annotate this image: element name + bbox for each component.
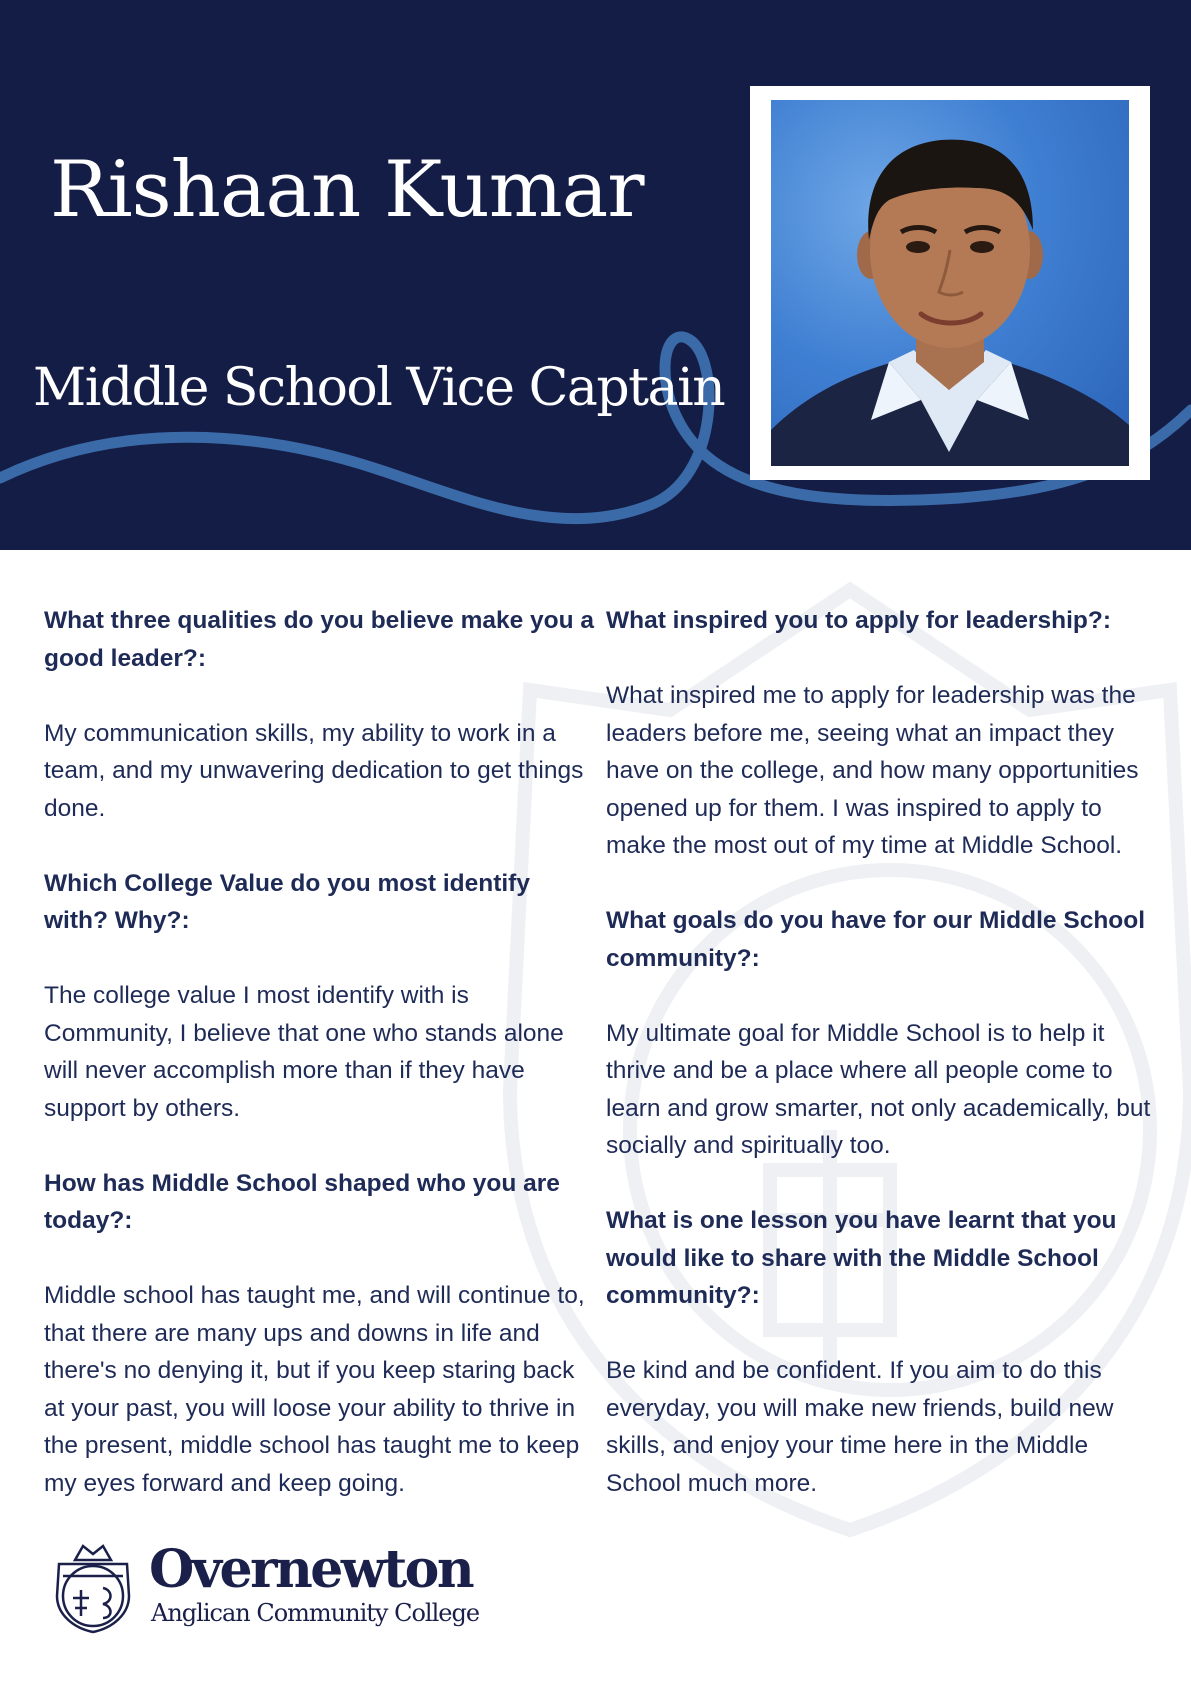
answer-shaped: Middle school has taught me, and will continue to, that there are many ups and downs in life and there's no denying it, but if you keep staring back at your past, you will loose your ability to thrive in the present, middle school has taught me to keep my eyes forward and keep going.	[44, 1282, 585, 1497]
question-lesson: What is one lesson you have learnt that you would like to share with the Middle School community?:	[606, 1207, 1117, 1309]
answer-lesson: Be kind and be confident. If you aim to do this everyday, you will make new friends, build new skills, and enjoy your time here in the Middle School much more.	[606, 1357, 1114, 1497]
left-column	[44, 602, 599, 1540]
question-shaped: How has Middle School shaped who you are today?:	[44, 1169, 560, 1234]
question-college-value: Which College Value do you most identify with? Why?:	[44, 869, 530, 934]
answer-goals: My ultimate goal for Middle School is to help it thrive and be a place where all people come to learn and grow smarter, not only academically, but socially and spiritually too.	[606, 1019, 1151, 1159]
college-logo	[45, 1538, 485, 1638]
college-crest-icon	[45, 1538, 141, 1634]
question-goals: What goals do you have for our Middle School community?:	[606, 907, 1146, 972]
answer-college-value: The college value I most identify with is Community, I believe that one who stands alone will never accomplish more than if they have support by others.	[44, 982, 564, 1122]
student-portrait	[771, 100, 1129, 466]
student-portrait-icon	[771, 100, 1129, 466]
header-banner	[0, 0, 1191, 567]
right-column	[606, 602, 1166, 1540]
header-divider	[0, 550, 1191, 568]
question-inspired: What inspired you to apply for leadership?:	[606, 607, 1112, 634]
student-name: Rishaan Kumar	[50, 145, 644, 235]
student-role: Middle School Vice Captain	[33, 358, 725, 418]
answer-inspired: What inspired me to apply for leadership was the leaders before me, seeing what an impact they have on the college, and how many opportunities opened up for them. I was inspired to apply to make the most out of my time at Middle School.	[606, 682, 1139, 859]
question-qualities: What three qualities do you believe make you a good leader?:	[44, 607, 595, 672]
college-subtitle: Anglican Community College	[151, 1599, 480, 1627]
answer-qualities: My communication skills, my ability to work in a team, and my unwavering dedication to get things done.	[44, 719, 584, 822]
photo-frame	[750, 86, 1150, 480]
college-name: Overnewton	[149, 1539, 473, 1600]
